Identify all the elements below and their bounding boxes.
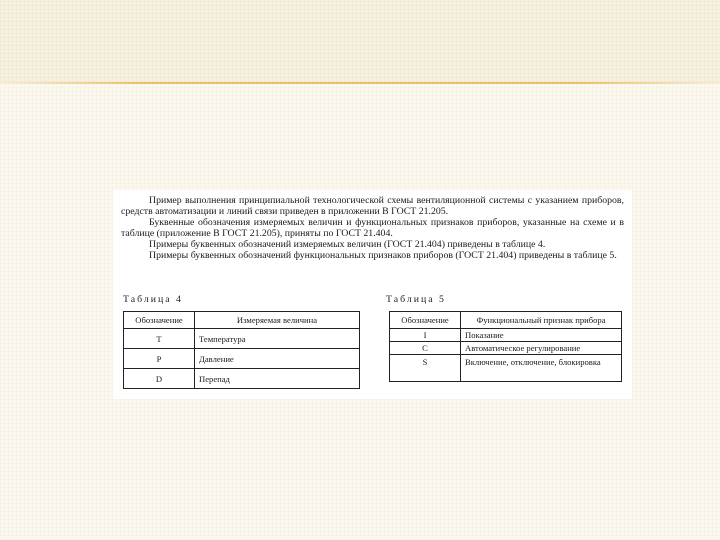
scanned-document-image bbox=[113, 190, 632, 399]
table-functional-features bbox=[389, 311, 622, 382]
paragraph-scheme-example: Пример выполнения принципиальной технологической схемы вентиляционной системы с указанием приборов, средств автоматизации и линий связи приведен в приложении В ГОСТ 21.205. bbox=[121, 195, 624, 217]
paragraph-letter-designations: Буквенные обозначения измеряемых величин и функциональных признаков приборов, указанные на схеме и в таблице (приложение В ГОСТ 21.205), приняты по ГОСТ 21.404. bbox=[121, 217, 624, 239]
table-row bbox=[390, 329, 622, 342]
table-header-row bbox=[390, 312, 622, 329]
table-header-cell: Обозначение bbox=[390, 312, 461, 329]
table-cell-code: I bbox=[390, 329, 461, 342]
table-cell-value: Включение, отключение, блокировка bbox=[461, 355, 622, 382]
table-cell-code: C bbox=[390, 342, 461, 355]
table-cell-value: Автоматическое регулирование bbox=[461, 342, 622, 355]
table-cell-code: T bbox=[124, 329, 195, 349]
table-row bbox=[124, 369, 360, 389]
table-cell-code: P bbox=[124, 349, 195, 369]
background-top-texture bbox=[0, 0, 720, 82]
table-header-cell: Обозначение bbox=[124, 312, 195, 329]
table-header-cell: Функциональный признак прибора bbox=[461, 312, 622, 329]
table-header-cell: Измеряемая величина bbox=[195, 312, 360, 329]
table-cell-value: Давление bbox=[195, 349, 360, 369]
table-cell-value: Перепад bbox=[195, 369, 360, 389]
table5-caption: Таблица 5 bbox=[386, 294, 446, 305]
table-cell-code: S bbox=[390, 355, 461, 382]
table4-caption: Таблица 4 bbox=[123, 294, 183, 305]
table-row bbox=[390, 355, 622, 382]
table-measured-quantities bbox=[123, 311, 360, 389]
table-cell-code: D bbox=[124, 369, 195, 389]
table-header-row bbox=[124, 312, 360, 329]
paragraph-table5-reference: Примеры буквенных обозначений функциональных признаков приборов (ГОСТ 21.404) приведены в таблице 5. bbox=[149, 250, 617, 261]
paragraph-table4-reference: Примеры буквенных обозначений измеряемых величин (ГОСТ 21.404) приведены в таблице 4. bbox=[149, 239, 546, 250]
table-cell-value: Показание bbox=[461, 329, 622, 342]
table-row bbox=[124, 329, 360, 349]
table-row bbox=[124, 349, 360, 369]
table-row bbox=[390, 342, 622, 355]
table-cell-value: Температура bbox=[195, 329, 360, 349]
